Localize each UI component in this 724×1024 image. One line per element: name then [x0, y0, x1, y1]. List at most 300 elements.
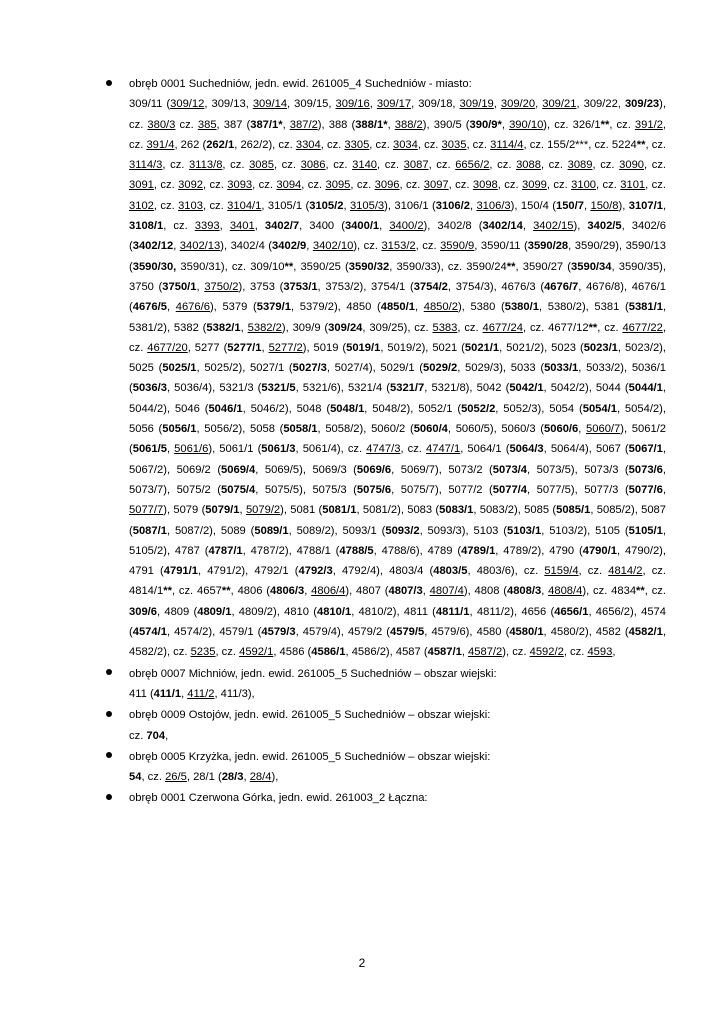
precinct-header: obręb 0007 Michniów, jedn. ewid. 261005_5 Suchedniów – obszar wiejski:	[129, 667, 497, 680]
parcel-text-run: ), 4807 (	[345, 585, 389, 598]
parcel-text-run: , 4810/2), 4811 (	[351, 605, 436, 618]
list-item	[0, 664, 724, 705]
parcel-text-run: ,	[166, 443, 175, 456]
parcel-text-run: , 5025/2), 5027/1 (	[196, 362, 293, 375]
parcel-text-run: (	[305, 199, 310, 212]
parcel-text-run: ,	[157, 605, 161, 618]
parcel-text-run: , cz.	[597, 321, 623, 334]
parcel-bold: 4790/1	[582, 544, 617, 557]
parcel-underlined: 3085	[249, 159, 274, 172]
parcel-text-run: ,	[304, 585, 312, 598]
parcel-bold: 3753/1	[283, 280, 318, 293]
bullet-icon	[106, 80, 112, 86]
parcel-underlined: 3114/3	[129, 159, 163, 172]
parcel-text-run: , cz.	[644, 159, 667, 172]
parcel-text-run: , 5056/2), 5058 (	[196, 423, 284, 436]
parcel-underlined: 309/21	[542, 98, 577, 111]
parcel-underlined: 4806/4	[311, 585, 346, 598]
parcel-text-run: ,	[447, 280, 452, 293]
parcel-text-run: 4580/2), 4582 (	[550, 626, 629, 639]
parcel-text-run: ), cz.	[129, 98, 666, 131]
parcel-bold: 5042/1	[509, 382, 544, 395]
parcel-text-run: , 4579/6), 4580 (	[424, 626, 510, 639]
parcel-text-run: , cz.	[540, 159, 568, 172]
parcel-text-run: , cz.	[301, 179, 326, 192]
parcel-bold: 3590/28	[527, 240, 569, 253]
parcel-text-run: , 5069/7), 5073/2 (	[391, 463, 493, 476]
parcel-underlined: 388/2	[394, 118, 423, 131]
parcel-bold: 262/1	[206, 138, 235, 151]
parcel-text-run: , cz.	[417, 138, 439, 151]
parcel-text-run: 411 (	[129, 687, 154, 700]
parcel-bold: 4789/1	[461, 544, 496, 557]
parcel-bold: 5019/1	[346, 341, 381, 354]
parcel-text-run: (	[377, 301, 381, 314]
parcel-text-run: ), cz. 4834	[582, 585, 637, 598]
parcel-underlined: 5079/2	[245, 504, 281, 517]
parcel-text-run: ,	[377, 159, 381, 172]
parcel-text-run: (	[158, 362, 163, 375]
parcel-underlined: 309/17	[376, 98, 412, 111]
parcel-bold: 388/1*	[355, 118, 388, 131]
parcel-text-run: cz.	[175, 118, 198, 131]
parcel-text-run: ,	[461, 646, 465, 659]
parcel-bold: 3107/1	[628, 199, 663, 212]
parcel-bold: 4806/3	[270, 585, 305, 598]
parcel-text-run: ,	[515, 260, 519, 273]
parcel-bold: 5381/1	[628, 301, 663, 314]
parcel-text-run: , cz.	[448, 179, 473, 192]
list-item	[0, 74, 724, 663]
parcel-text-run: , 5089/2), 5093/1 (	[288, 524, 386, 537]
parcel-text-run: , cz.	[141, 771, 166, 784]
parcel-bold: 5073/6	[628, 463, 663, 476]
parcel-text-run: ,	[543, 382, 547, 395]
parcel-bold: 5103/1	[507, 524, 542, 537]
parcel-text-run: ,	[181, 687, 188, 700]
parcel-text-run: , 5075/7), 5077/2 (	[391, 483, 493, 496]
parcel-underlined: 5383	[432, 321, 458, 334]
parcel-bold: 309/6	[129, 605, 157, 618]
parcel-text-run: , 4579/4), 4579/2 (	[295, 626, 391, 639]
parcel-underlined: 5277/2	[268, 341, 303, 354]
parcel-text-run: , 4789/2), 4790 (	[495, 544, 583, 557]
parcel-text-run: (	[624, 483, 629, 496]
parcel-bold: 5027/3	[292, 362, 327, 375]
parcel-bold: **	[506, 260, 516, 273]
parcel-text-run: 3590/27 (	[522, 260, 572, 273]
parcel-underlined: 4592/2	[529, 646, 564, 659]
parcel-text-run: ,	[662, 199, 667, 212]
parcel-bold: **	[221, 585, 231, 598]
parcel-text-run: , 5044/2), 5046 (	[129, 382, 666, 415]
parcel-text-run: , 5093/3),	[419, 524, 469, 537]
parcel-text-run: , 4790/2), 4791 (	[129, 544, 666, 578]
parcel-underlined: 3094	[276, 179, 302, 192]
parcel-text-run: 3590/13 (	[129, 240, 667, 273]
parcel-text-run: , cz.	[609, 118, 635, 131]
parcel-bold: 5061/3	[261, 443, 296, 456]
parcel-text-run: ), 4808 (	[463, 585, 507, 598]
parcel-underlined: 309/12	[170, 98, 205, 111]
parcel-text-run: ,	[173, 240, 177, 253]
parcel-underlined: 3090	[619, 159, 645, 172]
parcel-bold: 4586/1	[311, 646, 346, 659]
parcel-bold: 150/7	[555, 199, 584, 212]
parcel-bold: 5321/5	[261, 382, 296, 395]
parcel-text-run: , cz.	[645, 138, 667, 151]
parcel-bold: 5077/4	[492, 483, 527, 496]
parcel-underlined: 309/14	[252, 98, 288, 111]
parcel-underlined: 3402/10	[312, 240, 354, 253]
parcel-bold: 5277/1	[227, 341, 262, 354]
parcel-text-run: ), cz.	[353, 240, 382, 253]
parcel-text-run: , 3590/33), cz. 3590/24	[389, 260, 507, 273]
parcel-text-run: 5103 (	[473, 524, 507, 537]
parcel-text-run: ), 3753 (	[238, 280, 284, 293]
parcel-text-run: , cz.	[273, 159, 301, 172]
parcel-text-run: ), 150/4 (	[510, 199, 556, 212]
parcel-underlined: 4814/2	[608, 565, 643, 578]
parcel-bold: 5033/1	[544, 362, 579, 375]
parcel-underlined: 3140	[352, 159, 378, 172]
parcel-text-run: , 5083/2), 5085	[473, 504, 550, 517]
parcel-underlined: 4677/24	[482, 321, 523, 334]
parcel-underlined: 3091	[129, 179, 154, 192]
parcel-bold: 5089/1	[254, 524, 289, 537]
parcel-bold: 5060/4	[413, 423, 448, 436]
parcel-underlined: 4747/3	[366, 443, 401, 456]
parcel-bold: 5036/3	[132, 382, 167, 395]
parcel-bold: 5067/1	[628, 443, 663, 456]
parcel-bold: 4656/1	[554, 605, 589, 618]
parcel-bold: 4574/1	[132, 626, 167, 639]
parcel-text-run: , 5277	[187, 341, 220, 354]
parcel-text-run: ), 388 (	[317, 118, 356, 131]
parcel-underlined: 3402/15	[533, 220, 574, 233]
parcel-underlined: 4850/2	[423, 301, 458, 314]
parcel-bold: 5073/4	[492, 463, 528, 476]
parcel-bold: **	[636, 138, 646, 151]
parcel-underlined: 4677/20	[147, 341, 188, 354]
parcel-text-run: , cz.	[129, 321, 666, 354]
parcel-text-run: , 387 (	[216, 118, 251, 131]
parcel-text-run: 5060/2 (	[371, 423, 414, 436]
parcel-text-run: ), 5061/1 (	[208, 443, 262, 456]
parcel-text-run: 3754/3), 4676/3 (	[455, 280, 545, 293]
parcel-text-run: , cz.	[457, 321, 483, 334]
list-item	[0, 788, 724, 808]
parcel-underlined: 385	[197, 118, 217, 131]
parcel-bold: 5021/1	[464, 341, 500, 354]
parcel-text-run: ,	[343, 199, 350, 212]
parcel-underlined: 150/8	[590, 199, 619, 212]
parcel-text-run: ,	[414, 301, 424, 314]
parcel-underlined: 411/2	[187, 687, 215, 700]
parcel-text-run: , 5052/3), 5054 (	[495, 402, 583, 415]
parcel-text-run: ,	[350, 179, 354, 192]
parcel-text-run: , 262/2), cz.	[234, 138, 296, 151]
parcel-underlined: 4587/2	[468, 646, 503, 659]
parcel-underlined: 3097	[423, 179, 449, 192]
parcel-text-run: ), 5061/2 (	[129, 423, 666, 456]
parcel-text-run: ,	[522, 220, 534, 233]
parcel-underlined: 4592/1	[239, 646, 274, 659]
parcel-text-run: ,	[662, 463, 666, 476]
parcel-bold: 5052/2	[461, 402, 496, 415]
parcel-text-run: , 4803/6), cz.	[467, 565, 545, 578]
parcel-underlined: 3305	[344, 138, 370, 151]
parcel-text-run: , 5075/5), 5075/3 (	[255, 483, 357, 496]
parcel-text	[129, 726, 666, 746]
parcel-underlined: 3101	[620, 179, 646, 192]
parcel-text-run: , 5085/2), 5087 (	[129, 504, 666, 537]
parcel-text-run: (	[223, 341, 228, 354]
parcel-text-run: , 3105/1	[261, 199, 303, 212]
parcel-bold: 3402/12	[132, 240, 174, 253]
parcel-text-run: , cz. 4814/1	[129, 565, 666, 598]
parcel-bold: 4582/1	[628, 626, 663, 639]
parcel-bold: 5029/2	[423, 362, 458, 375]
parcel-bold: 5105/1	[628, 524, 663, 537]
parcel-text	[129, 767, 666, 787]
parcel-text-run: 4809 (	[164, 605, 198, 618]
parcel-bold: 4811/1	[435, 605, 470, 618]
parcel-text-run: , 5380/2), 5381 (	[538, 301, 629, 314]
parcel-bold: 5061/5	[132, 443, 167, 456]
parcel-underlined: 387/2	[289, 118, 318, 131]
parcel-text-run: 4574 (	[129, 605, 666, 639]
parcel-bold: 3402/9	[272, 240, 307, 253]
parcel-bold: 4810/1	[316, 605, 352, 618]
parcel-bold: 5069/6	[356, 463, 392, 476]
parcel-bold: 4792/3	[298, 565, 333, 578]
parcel-underlined: 309/20	[500, 98, 536, 111]
parcel-bold: 5083/1	[439, 504, 474, 517]
parcel-text-run: , 5029/3), 5033 (	[457, 362, 545, 375]
parcel-text-run: , 5087/2), 5089 (	[166, 524, 255, 537]
parcel-text-run: , cz.	[596, 179, 621, 192]
parcel-text-run: , 5103/2), 5105 (	[541, 524, 629, 537]
parcel-underlined: 3400/2	[389, 220, 424, 233]
parcel-text-run: (	[217, 463, 222, 476]
parcel-text-run: ),	[281, 321, 289, 334]
parcel-bold: 5087/1	[132, 524, 167, 537]
parcel-bold: 4809/1	[197, 605, 232, 618]
parcel-underlined: 380/3	[147, 118, 176, 131]
parcel-text-run: , cz.	[400, 443, 426, 456]
bullet-icon	[106, 752, 112, 758]
parcel-bold: 28/3	[221, 771, 244, 784]
parcel-underlined: 3100	[571, 179, 597, 192]
parcel-bold: 4587/1	[427, 646, 462, 659]
parcel-text-run: cz.	[384, 159, 404, 172]
parcel-text-run: , cz.	[203, 179, 228, 192]
parcel-bold: 3754/2	[413, 280, 448, 293]
parcel-underlined: 3106/3	[476, 199, 511, 212]
parcel-bold: 4787/1	[208, 544, 243, 557]
parcel-text-run: , 4791/2), 4792/1	[197, 565, 289, 578]
parcel-bold: 5064/3	[509, 443, 544, 456]
parcel-bold: 5077/6	[628, 483, 663, 496]
parcel-text-run: ,	[612, 646, 616, 659]
parcel-text-run: , cz.	[546, 179, 572, 192]
parcel-text-run: , cz.	[489, 159, 517, 172]
parcel-text-run: ), 5379 (	[209, 301, 257, 314]
parcel-text-run: cz.	[129, 729, 147, 742]
parcel-text-run: ,	[578, 423, 587, 436]
parcel-bold: 5023/1	[583, 341, 618, 354]
parcel-underlined: 6656/2	[455, 159, 490, 172]
parcel-text-run: cz.	[356, 179, 375, 192]
parcel-text-run: , cz.	[578, 565, 609, 578]
parcel-text-run: , 411/3),	[214, 687, 255, 700]
parcel-text-run: , cz.	[153, 199, 179, 212]
parcel-text-run: , 4792/4), 4803/4 (	[332, 565, 434, 578]
parcel-bold: 309/24	[328, 321, 363, 334]
parcel-text-run: , cz.	[466, 138, 491, 151]
parcel-text	[129, 94, 666, 662]
parcel-text-run: 4806 (	[237, 585, 271, 598]
parcel-underlined: 3103	[178, 199, 203, 212]
parcel-bold: 5379/1	[256, 301, 291, 314]
bullet-icon	[106, 669, 112, 675]
parcel-underlined: 3102	[129, 199, 154, 212]
parcel-text-run: ,	[583, 199, 591, 212]
parcel-bold: 411/1	[153, 687, 182, 700]
parcel-text-run: ), cz.	[502, 646, 530, 659]
parcel-text-run: 5061/4), cz.	[302, 443, 367, 456]
parcel-text-run: , 5379/2), 4850	[290, 301, 372, 314]
parcel-text-run: ,	[243, 771, 250, 784]
parcel-underlined: 3089	[567, 159, 593, 172]
parcel-text-run: , 5036/4), 5321/3 (	[166, 382, 262, 395]
parcel-bold: 5079/1	[205, 504, 240, 517]
parcel-text-run: (	[457, 402, 462, 415]
list-item	[0, 705, 724, 746]
parcel-text-run: , cz.	[369, 138, 393, 151]
parcel-text-run: , 262 (	[174, 138, 207, 151]
parcel-text-run: , 5081/2), 5083 (	[356, 504, 440, 517]
parcel-bold: 4850/1	[380, 301, 415, 314]
parcel-bold: 5069/4	[221, 463, 256, 476]
parcel-underlined: 3092	[178, 179, 204, 192]
parcel-text-run: , 309/18,	[411, 98, 460, 111]
parcel-text-run: , 4676/8), 4676/1 (	[129, 280, 667, 314]
parcel-text-run: , 4586 (	[273, 646, 312, 659]
parcel-text-run: , cz.	[497, 179, 523, 192]
bullet-icon	[106, 794, 112, 800]
parcel-text-run: , 3753/2), 3754/1 (	[317, 280, 414, 293]
parcel-bold: 54	[129, 771, 142, 784]
parcel-text-run: ), 5081 (	[280, 504, 323, 517]
parcel-text-run: ,	[240, 321, 248, 334]
parcel-bold: 4579/5	[390, 626, 425, 639]
parcel-text-run: ,	[535, 98, 543, 111]
parcel-underlined: 4807/4	[429, 585, 464, 598]
parcel-text-run: ),	[618, 199, 629, 212]
parcel-underlined: 5235	[190, 646, 216, 659]
parcel-text-run: , 4787/2), 4788/1 (	[242, 544, 340, 557]
parcel-text-run: , 5058/2),	[317, 423, 367, 436]
parcel-text-run: , cz.	[563, 646, 588, 659]
parcel-text-run: 4788/6), 4789 (	[381, 544, 462, 557]
parcel-text-run: ,	[239, 504, 246, 517]
parcel-text-run: ), 3402/8 (	[423, 220, 483, 233]
parcel-bold: **	[284, 260, 294, 273]
parcel-underlined: 3104/1	[227, 199, 262, 212]
parcel-text-run: , 5033/2),	[578, 362, 628, 375]
parcel-bold: 5060/6	[544, 423, 579, 436]
parcel-text-run: , 5321/8), 5042 (	[424, 382, 510, 395]
parcel-underlined: 309/19	[459, 98, 494, 111]
parcel-text-run: ,	[493, 98, 501, 111]
parcel-underlined: 3086	[300, 159, 326, 172]
parcel-underlined: 391/2	[634, 118, 663, 131]
parcel-text-run: , 5381/2), 5382 (	[129, 301, 667, 334]
parcel-text-run: , 3400 (	[299, 220, 345, 233]
parcel-bold: 5046/1	[208, 402, 243, 415]
parcel-text-run: , cz.	[163, 220, 195, 233]
parcel-text-run: , 5046/2), 5048 (	[242, 402, 331, 415]
parcel-underlined: 3114/4	[490, 138, 524, 151]
parcel-text-run: , 5077/5), 5077/3	[527, 483, 619, 496]
parcel-text-run: ), 5079 (	[163, 504, 206, 517]
parcel-underlined: 26/5	[165, 771, 187, 784]
parcel-underlined: 3401	[229, 220, 255, 233]
parcel-text-run: 5042/2), 5044 (	[550, 382, 629, 395]
precinct-header: obręb 0009 Ostojów, jedn. ewid. 261005_5 Suchedniów – obszar wiejski:	[129, 709, 491, 722]
parcel-text-run: , cz.	[592, 159, 620, 172]
parcel-text-run: ), 5019 (	[302, 341, 347, 354]
parcel-underlined: 3750/2	[204, 280, 239, 293]
parcel-underlined: 3304	[295, 138, 321, 151]
parcel-text-run: 5036/1 (	[129, 362, 667, 395]
parcel-text-run: , 5027/4), 5029/1 (	[326, 362, 424, 375]
parcel-bold: 3402/14	[482, 220, 523, 233]
parcel-underlined: 3093	[227, 179, 253, 192]
parcel-text-run: , 5019/2), 5021 (	[380, 341, 465, 354]
parcel-text-run: , 5321/6), 5321/4 (	[295, 382, 391, 395]
parcel-underlined: 391/4	[146, 138, 175, 151]
parcel-text-run: , cz.	[644, 585, 666, 598]
parcel-bold: 5382/1	[206, 321, 241, 334]
parcel-text-run: ), 5380 (	[457, 301, 505, 314]
page-number: 2	[358, 956, 366, 970]
parcel-text-run: 309/22,	[583, 98, 625, 111]
parcel-underlined: 3034	[392, 138, 418, 151]
precinct-header: obręb 0001 Czerwona Górka, jedn. ewid. 261003_2 Łączna:	[129, 792, 428, 805]
parcel-bold: 309/23	[624, 98, 660, 111]
parcel-text-run: (	[552, 504, 557, 517]
parcel-bold: 5081/1	[322, 504, 357, 517]
parcel-underlined: 3590/9	[440, 240, 475, 253]
parcel-text-run: , 309/13,	[204, 98, 253, 111]
parcel-bold: 5058/1	[283, 423, 318, 436]
parcel-text-run: , 4582/2), cz.	[129, 626, 666, 659]
parcel-bold: 3402/5	[587, 220, 622, 233]
parcel-bold: 5085/1	[556, 504, 591, 517]
parcel-text-run: , 4811/2), 4656 (	[469, 605, 555, 618]
parcel-text-run: ,	[166, 301, 176, 314]
parcel-text-run: ,	[282, 118, 290, 131]
parcel-text-run: ,	[306, 240, 313, 253]
parcel-bold: 3590/30,	[132, 260, 177, 273]
parcel-text-run: , cz.	[129, 118, 667, 151]
parcel-text-run: 3590/31), cz. 309/10	[176, 260, 285, 273]
parcel-text-run: , 4574/2), 4579/1 (	[166, 626, 262, 639]
parcel-bold: **	[600, 118, 610, 131]
